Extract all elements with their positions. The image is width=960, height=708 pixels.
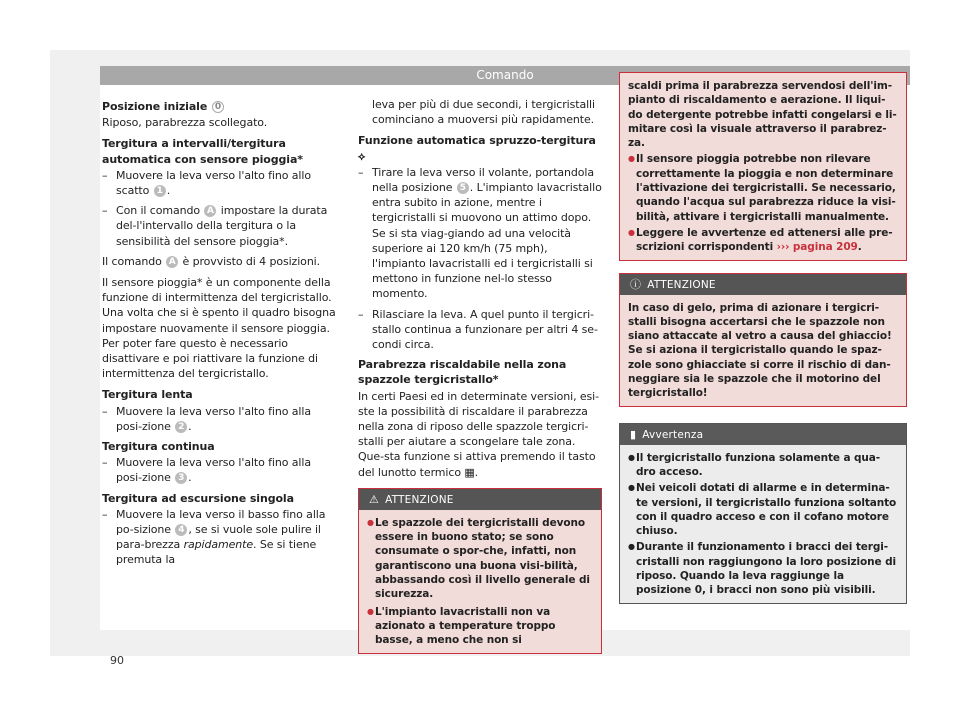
info-icon: ⓘ xyxy=(630,277,642,291)
heading-heated-windscreen: Parabrezza riscaldabile nella zona spazzole tergicristallo* xyxy=(358,358,567,387)
warning-body xyxy=(620,73,906,260)
page-header: Comando xyxy=(100,66,910,85)
list-item: – Muovere la leva verso l'alto fino alla posi-zione 2 . xyxy=(102,404,340,434)
position-marker-2: 2 xyxy=(175,421,187,433)
list-item: – Muovere la leva verso l'alto fino alla posi-zione 3 . xyxy=(102,455,340,485)
heading-continuous-wiping: Tergitura continua xyxy=(102,440,215,454)
warning-item: ● Il sensore pioggia potrebbe non rilevare correttamente la pioggia e non determinare l'attivazione dei tergicristalli. Se necessario, quando l'acqua sul parabrezza riduce la visi-bilità, attivare i tergicristalli manualmente. xyxy=(628,152,898,223)
rear-defrost-icon: ▦ xyxy=(464,465,475,479)
washer-icon: ⟡ xyxy=(358,149,366,163)
control-marker-a: A xyxy=(204,205,216,217)
list-item: – Rilasciare la leva. A quel punto il tergicri-stallo continua a funzionare per altri 4 se-condi circa. xyxy=(358,307,602,353)
paragraph: In certi Paesi ed in determinate versioni, esi-ste la possibilità di riscaldare il parabrezza nella zona di riposo delle spazzole tergicri-stalli per aiutare a scongelare tale zona. Que-sta funzione si attiva premendo il tasto del lunotto termico ▦. xyxy=(358,389,600,479)
note-item: ● Nei veicoli dotati di allarme e in determina-te versioni, il tergicristallo funziona soltanto con il quadro acceso e con il cofano motore chiuso. xyxy=(628,481,898,538)
warning-icon: ⚠ xyxy=(369,492,380,506)
note-box xyxy=(619,423,907,604)
heading-auto-wash-wipe: Funzione automatica spruzzo-tergitura ⟡ xyxy=(358,134,596,163)
position-marker-5: 5 xyxy=(457,182,469,194)
paragraph: Il comando A è provvisto di 4 posizioni. xyxy=(102,254,321,268)
warning-box xyxy=(358,488,602,654)
position-marker-0: 0 xyxy=(212,101,224,113)
warning-header: ⚠ ATTENZIONE xyxy=(359,489,601,510)
column-1 xyxy=(102,99,340,573)
paragraph: leva per più di due secondi, i tergicristalli cominciano a muoversi più rapidamente. xyxy=(372,98,595,127)
list-item: – Muovere la leva verso l'alto fino allo scatto 1 . xyxy=(102,168,340,198)
note-item: ● Durante il funzionamento i bracci dei tergi-cristalli non raggiungono la loro posizione di riposo. Quando la leva raggiunge la posizione 0, i bracci non sono più visibili. xyxy=(628,540,898,597)
warning-continuation xyxy=(619,72,907,261)
heading-initial-position: Posizione iniziale 0 xyxy=(102,99,340,114)
list-item: – Muovere la leva verso il basso fino alla po-sizione 4 , se si vuole sole pulire il para-brezza rapidamente. Se si tiene premuta la xyxy=(102,507,340,568)
position-marker-1: 1 xyxy=(154,185,166,197)
page xyxy=(50,50,910,667)
column-3 xyxy=(619,72,907,604)
position-marker-3: 3 xyxy=(175,472,187,484)
paragraph: Riposo, parabrezza scollegato. xyxy=(102,116,268,130)
note-body xyxy=(620,445,906,603)
note-header: ▮ Avvertenza xyxy=(620,424,906,445)
warning-item: ● Leggere le avvertenze ed attenersi alle pre-scrizioni corrispondenti ››› pagina 209. xyxy=(628,226,898,255)
position-marker-4: 4 xyxy=(175,524,187,536)
column-2 xyxy=(358,97,602,654)
warning-header: ⓘ ATTENZIONE xyxy=(620,274,906,295)
warning-item: scaldi prima il parabrezza servendosi dell'im-pianto di riscaldamento e aerazione. Il liqui-do detergente potrebbe infatti congelarsi e li-mitare così la visuale attraverso il parabrez-za. xyxy=(628,80,897,150)
note-icon: ▮ xyxy=(630,427,637,441)
warning-item: ● Le spazzole dei tergicristalli devono essere in buono stato; se sono consumate o spor-che, infatti, non garantiscono una buona visi-bilità, abbassando così il livello generale di sicurezza. xyxy=(367,516,593,602)
control-marker-a: A xyxy=(166,256,178,268)
paragraph: Il sensore pioggia* è un componente della funzione di intermittenza del tergicristallo. Una volta che si è spento il quadro bisogna impostare nuovamente il sensore pioggia. Per poter fare questo è necessario disattivare e poi riattivare la funzione di intermittenza del tergicristallo. xyxy=(102,276,336,381)
warning-body: In caso di gelo, prima di azionare i tergicri-stalli bisogna accertarsi che le spazzole non siano attaccate al vetro a causa del ghiaccio! Se si aziona il tergicristallo quando le spaz-zole sono ghiacciate si corre il rischio di dan-neggiare sia le spazzole che il motorino del tergicristallo! xyxy=(620,295,906,406)
list-item: – Con il comando A impostare la durata del-l'intervallo della tergitura o la sensibilità del sensore pioggia*. xyxy=(102,203,340,249)
note-item: ● Il tergicristallo funziona solamente a qua-dro acceso. xyxy=(628,451,898,480)
warning-item: ● L'impianto lavacristalli non va azionato a temperature troppo basse, a meno che non si xyxy=(367,605,593,648)
warning-body xyxy=(359,510,601,653)
heading-interval-wiping: Tergitura a intervalli/tergitura automatica con sensore pioggia* xyxy=(102,137,303,166)
page-reference-link[interactable]: ››› pagina 209 xyxy=(776,241,858,254)
page-number: 90 xyxy=(110,654,124,667)
list-item: – Tirare la leva verso il volante, portandola nella posizione 5 . L'impianto lavacristallo entra subito in azione, mentre i tergicristalli si muovono un attimo dopo. Se si sta viag-giando ad una velocità superiore ai 120 km/h (75 mph), l'impianto lavacristalli ed i tergicristalli si mettono in funzione nel-lo stesso momento. xyxy=(358,165,602,302)
content-area xyxy=(100,80,910,667)
warning-box xyxy=(619,273,907,407)
heading-slow-wiping: Tergitura lenta xyxy=(102,388,193,402)
heading-single-wipe: Tergitura ad escursione singola xyxy=(102,491,294,505)
